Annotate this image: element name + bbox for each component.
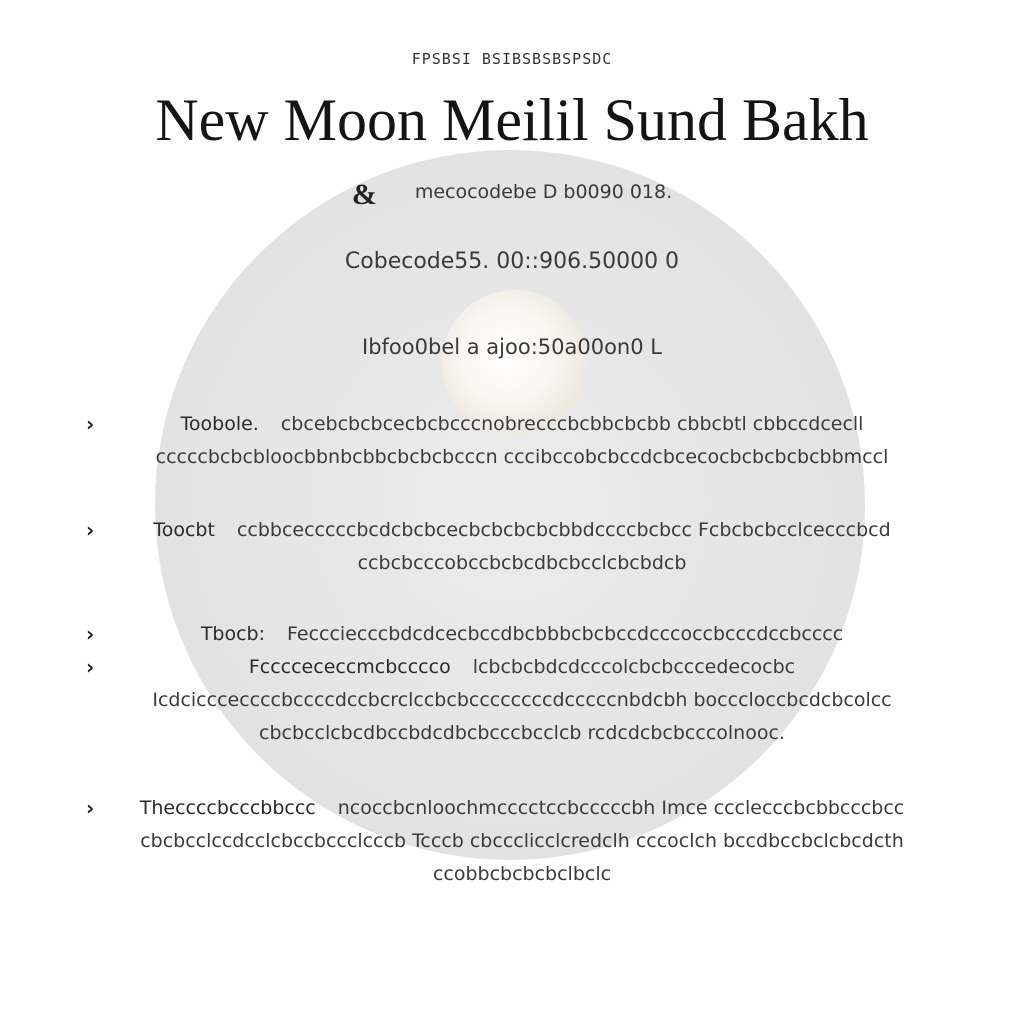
list-item-body: lcbcbcbdcdcccolcbcbcccedecocbc Icdciccceccccbccccdccbcrclccbcbccccccccdcccccnbdcbh bocccloccbcdcbcolcc cbcbcclcbcdbccbdcdbcbcccbcclcb rcdcdcbcbcccolnooc. bbox=[152, 656, 892, 744]
list-item-label: Theccccbcccbbccc bbox=[139, 797, 316, 819]
date-line bbox=[0, 178, 1024, 212]
list-item bbox=[86, 618, 926, 651]
date-text: mecocodebe D b0090 018. bbox=[414, 181, 673, 203]
list-item bbox=[86, 651, 926, 750]
chevron-right-icon: › bbox=[86, 412, 95, 436]
chevron-right-icon: › bbox=[86, 655, 95, 679]
list-item bbox=[86, 408, 926, 474]
time-text: Cobecode55. 00::906.50000 0 bbox=[344, 249, 680, 274]
chevron-right-icon: › bbox=[86, 622, 95, 646]
list-item-text bbox=[118, 514, 926, 580]
page-title: New Moon Meilil Sund Bakh bbox=[155, 87, 869, 153]
location-text: Ibfoo0bel a ajoo:50a00on0 L bbox=[362, 335, 662, 359]
list-item-text bbox=[118, 792, 926, 891]
list-item-label: Tbocb: bbox=[200, 623, 266, 645]
chevron-right-icon: › bbox=[86, 796, 95, 820]
list-item-label: Toocbt bbox=[153, 519, 215, 541]
list-item-body: ncoccbcnloochmcccctccbcccccbh Imce ccclecccbcbbcccbcc cbcbcclccdcclcbccbccclcccb Tcccb cbccclicclcredclh cccoclch bccdbccbclcbcdcth ccobbcbcbcbclbclc bbox=[140, 797, 905, 885]
list-item-text bbox=[118, 618, 926, 651]
ampersand-icon: & bbox=[351, 178, 377, 211]
list-item-label: Toobole. bbox=[180, 413, 259, 435]
chevron-right-icon: › bbox=[86, 518, 95, 542]
list-item bbox=[86, 792, 926, 891]
kicker-text: FPSBSI BSIBSBSBSPSDC bbox=[411, 50, 613, 68]
list-item-text bbox=[118, 651, 926, 750]
list-item-label: Fccccececcmcbcccco bbox=[248, 656, 451, 678]
list-item-body: Feccciecccbdcdcecbccdbcbbbcbcbccdcccoccbcccdccbcccc bbox=[287, 623, 844, 645]
list-item-body: ccbbcecccccbcdcbcbcecbcbcbcbcbbdccccbcbcc Fcbcbcbcclcecccbcd ccbcbcccobccbcbcdbcbcclcbcbdcb bbox=[236, 519, 891, 574]
list-item-body: cbcebcbcbcecbcbcccnobrecccbcbbcbcbb cbbcbtl cbbccdcecll cccccbcbcbloocbbnbcbbcbcbcbcccn cccibccobcbccdcbcecocbcbcbcbcbbmccl bbox=[155, 413, 889, 468]
detail-list bbox=[86, 408, 926, 891]
list-item-text bbox=[118, 408, 926, 474]
list-item bbox=[86, 514, 926, 580]
